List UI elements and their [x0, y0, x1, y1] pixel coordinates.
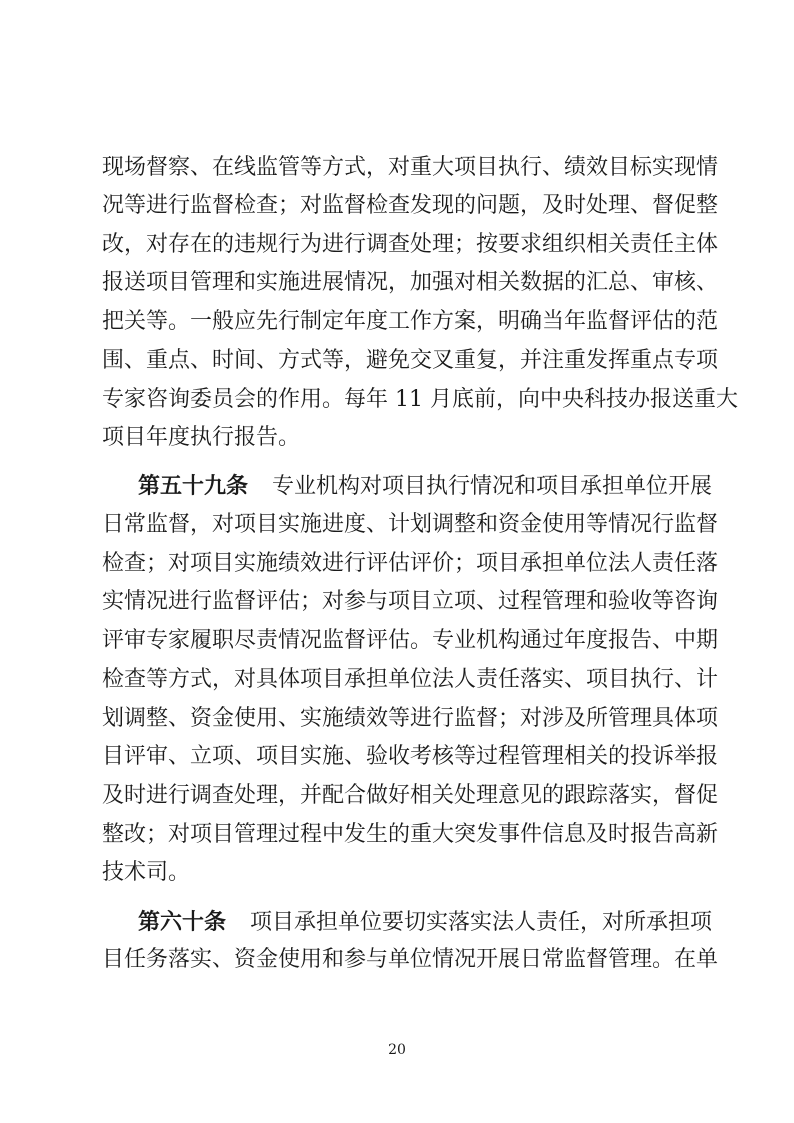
paragraph-line: 及时进行调查处理，并配合做好相关处理意见的跟踪落实，督促 — [102, 783, 719, 808]
paragraph-line: 实情况进行监督评估；对参与项目立项、过程管理和验收等咨询 — [102, 589, 719, 614]
paragraph-line: 检查等方式，对具体项目承担单位法人责任落实、项目执行、计 — [102, 667, 719, 692]
article-first-line — [138, 906, 713, 938]
page-number: 20 — [388, 1042, 406, 1058]
paragraph-line: 现场督察、在线监管等方式，对重大项目执行、绩效目标实现情 — [102, 155, 719, 180]
article-number: 第五十九条 — [138, 473, 249, 499]
paragraph-line: 整改；对项目管理过程中发生的重大突发事件信息及时报告高新 — [102, 822, 719, 847]
paragraph-line: 把关等。一般应先行制定年度工作方案，明确当年监督评估的范 — [102, 309, 719, 334]
paragraph-line: 日常监督，对项目实施进度、计划调整和资金使用等情况行监督 — [102, 512, 719, 537]
paragraph-line: 围、重点、时间、方式等，避免交叉重复，并注重发挥重点专项 — [102, 348, 719, 373]
article-first-line — [138, 470, 713, 502]
paragraph-line: 评审专家履职尽责情况监督评估。专业机构通过年度报告、中期 — [102, 628, 719, 653]
paragraph-line: 况等进行监督检查；对监督检查发现的问题，及时处理、督促整 — [102, 193, 719, 218]
paragraph-line: 项目年度执行报告。 — [102, 425, 301, 450]
paragraph-line: 目评审、立项、项目实施、验收考核等过程管理相关的投诉举报 — [102, 744, 719, 769]
paragraph-line: 专业机构对项目执行情况和项目承担单位开展 — [272, 474, 713, 499]
paragraph-line: 项目承担单位要切实落实法人责任，对所承担项 — [250, 910, 713, 935]
paragraph-line: 报送项目管理和实施进展情况，加强对相关数据的汇总、审核、 — [102, 270, 719, 295]
paragraph-line: 专家咨询委员会的作用。每年 11 月底前，向中央科技办报送重大 — [102, 387, 738, 412]
paragraph-line: 改，对存在的违规行为进行调查处理；按要求组织相关责任主体 — [102, 232, 719, 257]
paragraph-line: 划调整、资金使用、实施绩效等进行监督；对涉及所管理具体项 — [102, 706, 719, 731]
paragraph-line: 检查；对项目实施绩效进行评估评价；项目承担单位法人责任落 — [102, 551, 719, 576]
paragraph-line: 目任务落实、资金使用和参与单位情况开展日常监督管理。在单 — [102, 947, 719, 972]
article-number: 第六十条 — [138, 909, 227, 935]
paragraph-line: 技术司。 — [102, 860, 191, 885]
